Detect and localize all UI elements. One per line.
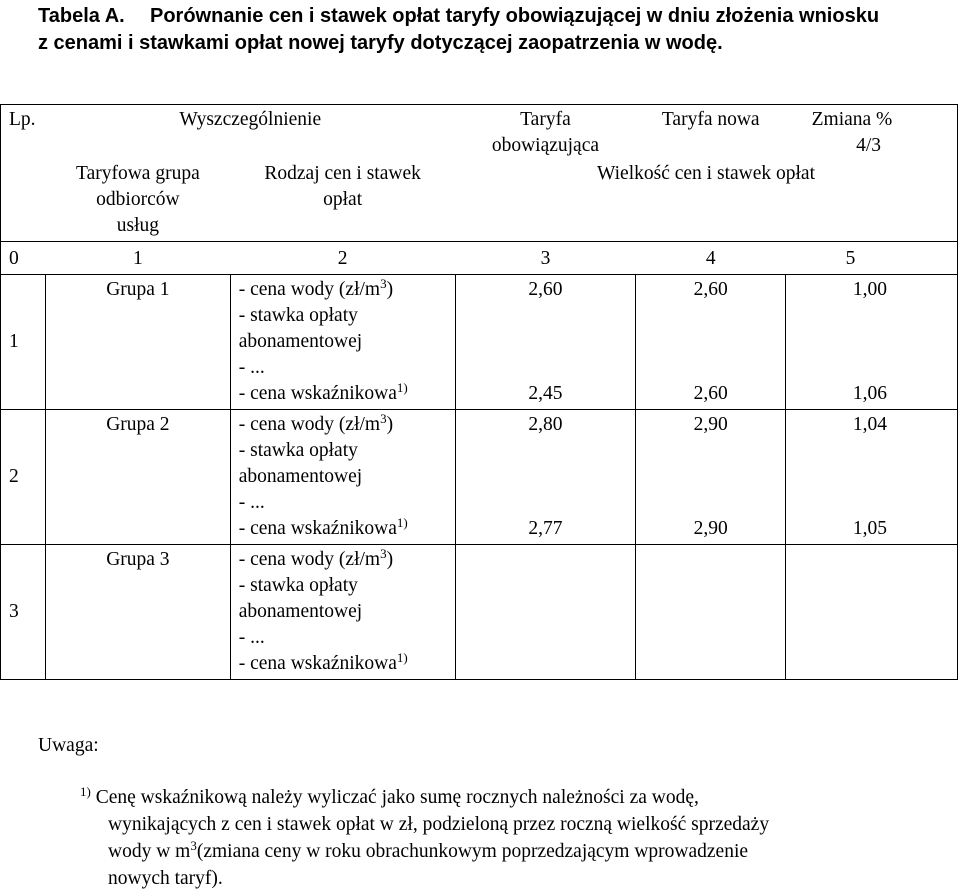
header-zmiana: Zmiana % 4/3 xyxy=(786,105,958,160)
tariff-comparison-table xyxy=(0,104,958,680)
group-1-zmiana: 1,00 1,06 xyxy=(786,275,958,410)
col-num-3: 3 xyxy=(455,242,636,275)
col-num-5: 5 xyxy=(786,242,958,275)
note-heading: Uwaga: xyxy=(38,735,99,756)
footnote-line-4: nowych taryf). xyxy=(108,868,223,889)
header-taryfa-obowiazujaca: Taryfa obowiązująca xyxy=(455,105,636,160)
footnote-marker: 1) xyxy=(80,784,91,799)
group-3-taryfa-obow xyxy=(455,545,636,680)
col-num-1: 1 xyxy=(45,242,230,275)
title-line-1: Porównanie cen i stawek opłat taryfy obowiązującej w dniu złożenia wniosku xyxy=(150,5,880,27)
col-num-2: 2 xyxy=(230,242,455,275)
header-row-2 xyxy=(1,159,958,242)
header-taryfa-nowa: Taryfa nowa xyxy=(636,105,786,160)
group-3-zmiana xyxy=(786,545,958,680)
group-2-items: - cena wody $(zł/m^3)$ - stawka opłaty abonamentowej - ... - cena wskaźnikowa$^{1)}$ xyxy=(230,410,455,545)
group-3-taryfa-nowa xyxy=(636,545,786,680)
footnote-line-3: wody w $m^3(zmiana$ ceny w roku obrachunkowym poprzedzającym wprowadzenie xyxy=(108,838,749,862)
group-1-items: - cena wody $(zł/m^3)$ - stawka opłaty abonamentowej - ... - cena wskaźnikowa$^{1)}$ xyxy=(230,275,455,410)
col-num-0: 0 xyxy=(1,242,46,275)
group-3-items: - cena wody $(zł/m^3)$ - stawka opłaty abonamentowej - ... - cena wskaźnikowa$^{1)}$ xyxy=(230,545,455,680)
group-1-taryfa-nowa: 2,60 2,60 xyxy=(636,275,786,410)
group-2-lp: 2 xyxy=(1,410,46,545)
group-3-lp: 3 xyxy=(1,545,46,680)
header-lp: Lp. xyxy=(1,105,46,160)
group-1-lp: 1 xyxy=(1,275,46,410)
footnote-line-2: wynikających z cen i stawek opłat w zł, podzieloną przez roczną wielkość sprzedaży xyxy=(108,814,770,835)
footnote-line-1: Cenę wskaźnikową należy wyliczać jako sumę rocznych należności za wodę, xyxy=(95,787,699,808)
table-row-group-1 xyxy=(1,275,958,410)
group-1-name: Grupa 1 xyxy=(45,275,230,410)
group-2-taryfa-obow: 2,80 2,77 xyxy=(455,410,636,545)
header-wielkosc-cen: Wielkość cen i stawek opłat xyxy=(455,159,957,242)
table-title xyxy=(38,3,938,57)
title-prefix: Tabela A. xyxy=(38,5,125,27)
col-num-4: 4 xyxy=(636,242,786,275)
footnote xyxy=(80,784,920,892)
group-2-taryfa-nowa: 2,90 2,90 xyxy=(636,410,786,545)
header-row-1 xyxy=(1,105,958,160)
table-row-group-2 xyxy=(1,410,958,545)
group-2-zmiana: 1,04 1,05 xyxy=(786,410,958,545)
header-rodzaj-cen: Rodzaj cen i stawek opłat xyxy=(230,159,455,242)
column-number-row xyxy=(1,242,958,275)
group-2-name: Grupa 2 xyxy=(45,410,230,545)
table-row-group-3 xyxy=(1,545,958,680)
header-taryfowa-grupa: Taryfowa grupa odbiorców usług xyxy=(45,159,230,242)
group-3-name: Grupa 3 xyxy=(45,545,230,680)
group-1-taryfa-obow: 2,60 2,45 xyxy=(455,275,636,410)
header-wyszczegolnienie: Wyszczególnienie xyxy=(45,105,455,160)
title-line-2: z cenami i stawkami opłat nowej taryfy dotyczącej zaopatrzenia w wodę. xyxy=(38,32,723,54)
